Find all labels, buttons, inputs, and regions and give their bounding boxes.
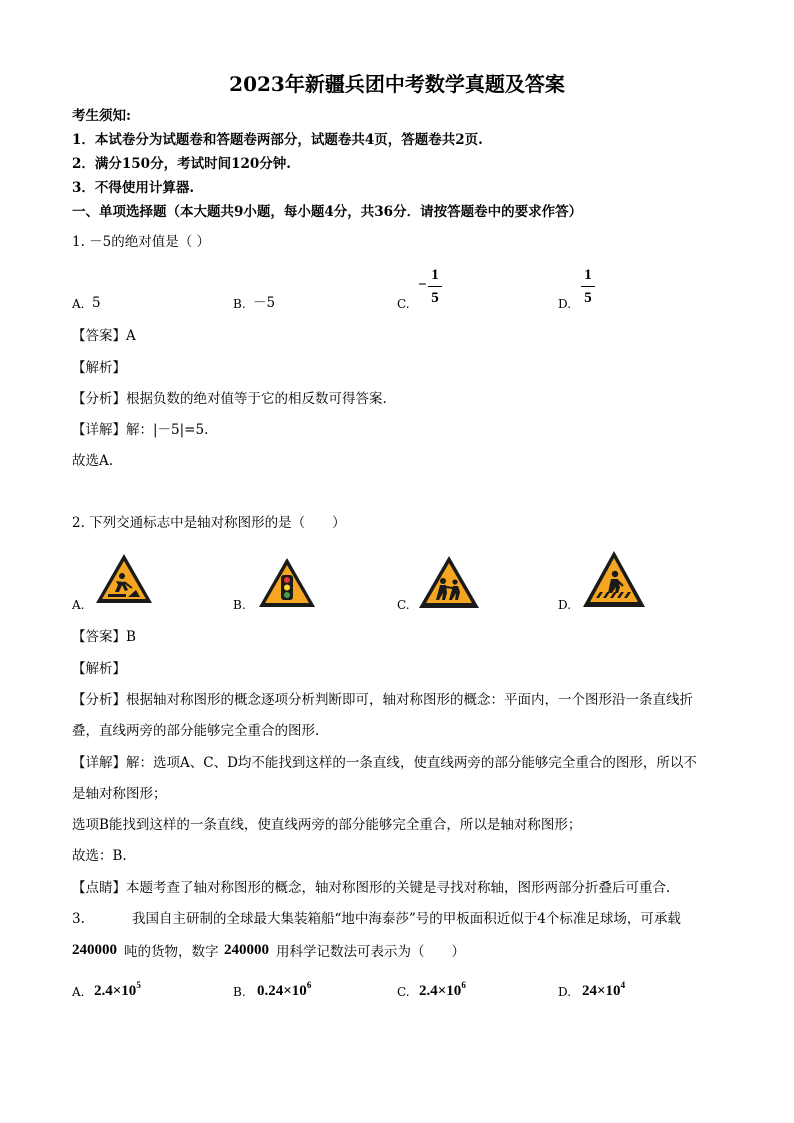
q2-xiangjie: 【详解】解：选项A、C、D均不能找到这样的一条直线，使直线两旁的部分能够完全重合的图形，所以不 bbox=[72, 755, 697, 771]
q1-option-d-fraction bbox=[581, 266, 595, 307]
q3-option-c-value: $2.4\times 10^6$ bbox=[419, 980, 466, 999]
q2-option-a-letter: A. bbox=[72, 598, 85, 612]
fraction-denominator: 5 bbox=[431, 290, 439, 306]
q3-stem: 吨的货物，数字 bbox=[124, 944, 219, 960]
q2-option-c-letter: C. bbox=[397, 598, 410, 612]
fraction-bar bbox=[428, 286, 442, 287]
q2-option-d-letter: D. bbox=[558, 598, 572, 612]
q3-option-a-letter: A. bbox=[72, 985, 85, 999]
q2-answer: 【答案】B bbox=[72, 629, 136, 645]
q1-option-c-minus: − bbox=[418, 277, 427, 293]
q3-option-d-letter: D. bbox=[558, 985, 572, 999]
q1-option-a-value: 5 bbox=[92, 295, 101, 311]
q2-analysis-label: 【解析】 bbox=[72, 661, 126, 677]
page-title: 2023年新疆兵团中考数学真题及答案 bbox=[229, 72, 565, 96]
q3-number-240000: 240000 bbox=[72, 942, 117, 958]
q1-option-c-fraction bbox=[428, 266, 442, 307]
q1-guxuan: 故选A. bbox=[72, 453, 114, 469]
q3-option-b-letter: B. bbox=[233, 985, 246, 999]
q3-option-d-value: $24\times 10^4$ bbox=[582, 980, 626, 999]
road-work-sign-icon bbox=[94, 552, 154, 605]
q3-stem: 我国自主研制的全球最大集装箱船“地中海泰莎”号的甲板面积近似于4个标准足球场，可承载 bbox=[132, 911, 681, 927]
q3-stem: 用科学记数法可表示为（ ） bbox=[276, 944, 465, 960]
q1-fenxi: 【分析】根据负数的绝对值等于它的相反数可得答案. bbox=[72, 391, 387, 407]
q3-option-b-value: $0.24\times 10^6$ bbox=[257, 980, 312, 999]
fraction-bar bbox=[581, 286, 595, 287]
notice-item: 3．不得使用计算器. bbox=[72, 180, 195, 196]
fraction-denominator: 5 bbox=[584, 290, 592, 306]
q3-option-a-value: $2.4\times 10^5$ bbox=[94, 980, 141, 999]
q2-fenxi: 【分析】根据轴对称图形的概念逐项分析判断即可，轴对称图形的概念：平面内，一个图形沿一条直线折 bbox=[72, 692, 693, 708]
q3-number-240000: 240000 bbox=[224, 942, 269, 958]
q1-option-b-letter: B. bbox=[233, 297, 246, 311]
q1-option-a-letter: A. bbox=[72, 297, 85, 311]
q1-analysis-label: 【解析】 bbox=[72, 360, 126, 376]
traffic-light-sign-icon bbox=[258, 557, 316, 609]
q1-option-d-letter: D. bbox=[558, 297, 572, 311]
q2-option-b-letter: B. bbox=[233, 598, 246, 612]
q2-fenxi: 叠，直线两旁的部分能够完全重合的图形. bbox=[72, 723, 320, 739]
q1-option-c-letter: C. bbox=[397, 297, 410, 311]
q3-option-c-letter: C. bbox=[397, 985, 410, 999]
q1-stem: 1. －5的绝对值是（ ） bbox=[72, 234, 211, 250]
fraction-numerator: 1 bbox=[584, 267, 592, 283]
pedestrian-crossing-sign-icon bbox=[582, 550, 646, 608]
q3-number: 3. bbox=[72, 911, 85, 927]
fraction-numerator: 1 bbox=[431, 267, 439, 283]
q1-answer: 【答案】A bbox=[72, 328, 136, 344]
q1-option-b-value: －5 bbox=[253, 295, 276, 311]
children-crossing-sign-icon bbox=[418, 555, 480, 609]
q2-dianjing: 【点睛】本题考查了轴对称图形的概念，轴对称图形的关键是寻找对称轴，图形两部分折叠后可重合. bbox=[72, 880, 671, 896]
notice-heading: 考生须知: bbox=[72, 108, 131, 124]
notice-item: 1．本试卷分为试题卷和答题卷两部分，试题卷共4页，答题卷共2页. bbox=[72, 132, 483, 148]
notice-item: 2．满分150分，考试时间120分钟. bbox=[72, 156, 291, 172]
q2-xiangjie: 是轴对称图形； bbox=[72, 786, 167, 802]
q2-xiangjie: 选项B能找到这样的一条直线，使直线两旁的部分能够完全重合，所以是轴对称图形； bbox=[72, 817, 582, 833]
q2-stem: 2. 下列交通标志中是轴对称图形的是（ ） bbox=[72, 515, 346, 531]
section-heading: 一、单项选择题（本大题共9小题，每小题4分，共36分．请按答题卷中的要求作答） bbox=[72, 204, 583, 220]
q2-guxuan: 故选：B. bbox=[72, 848, 127, 864]
q1-xiangjie: 【详解】解：|－5|=5. bbox=[72, 422, 209, 438]
